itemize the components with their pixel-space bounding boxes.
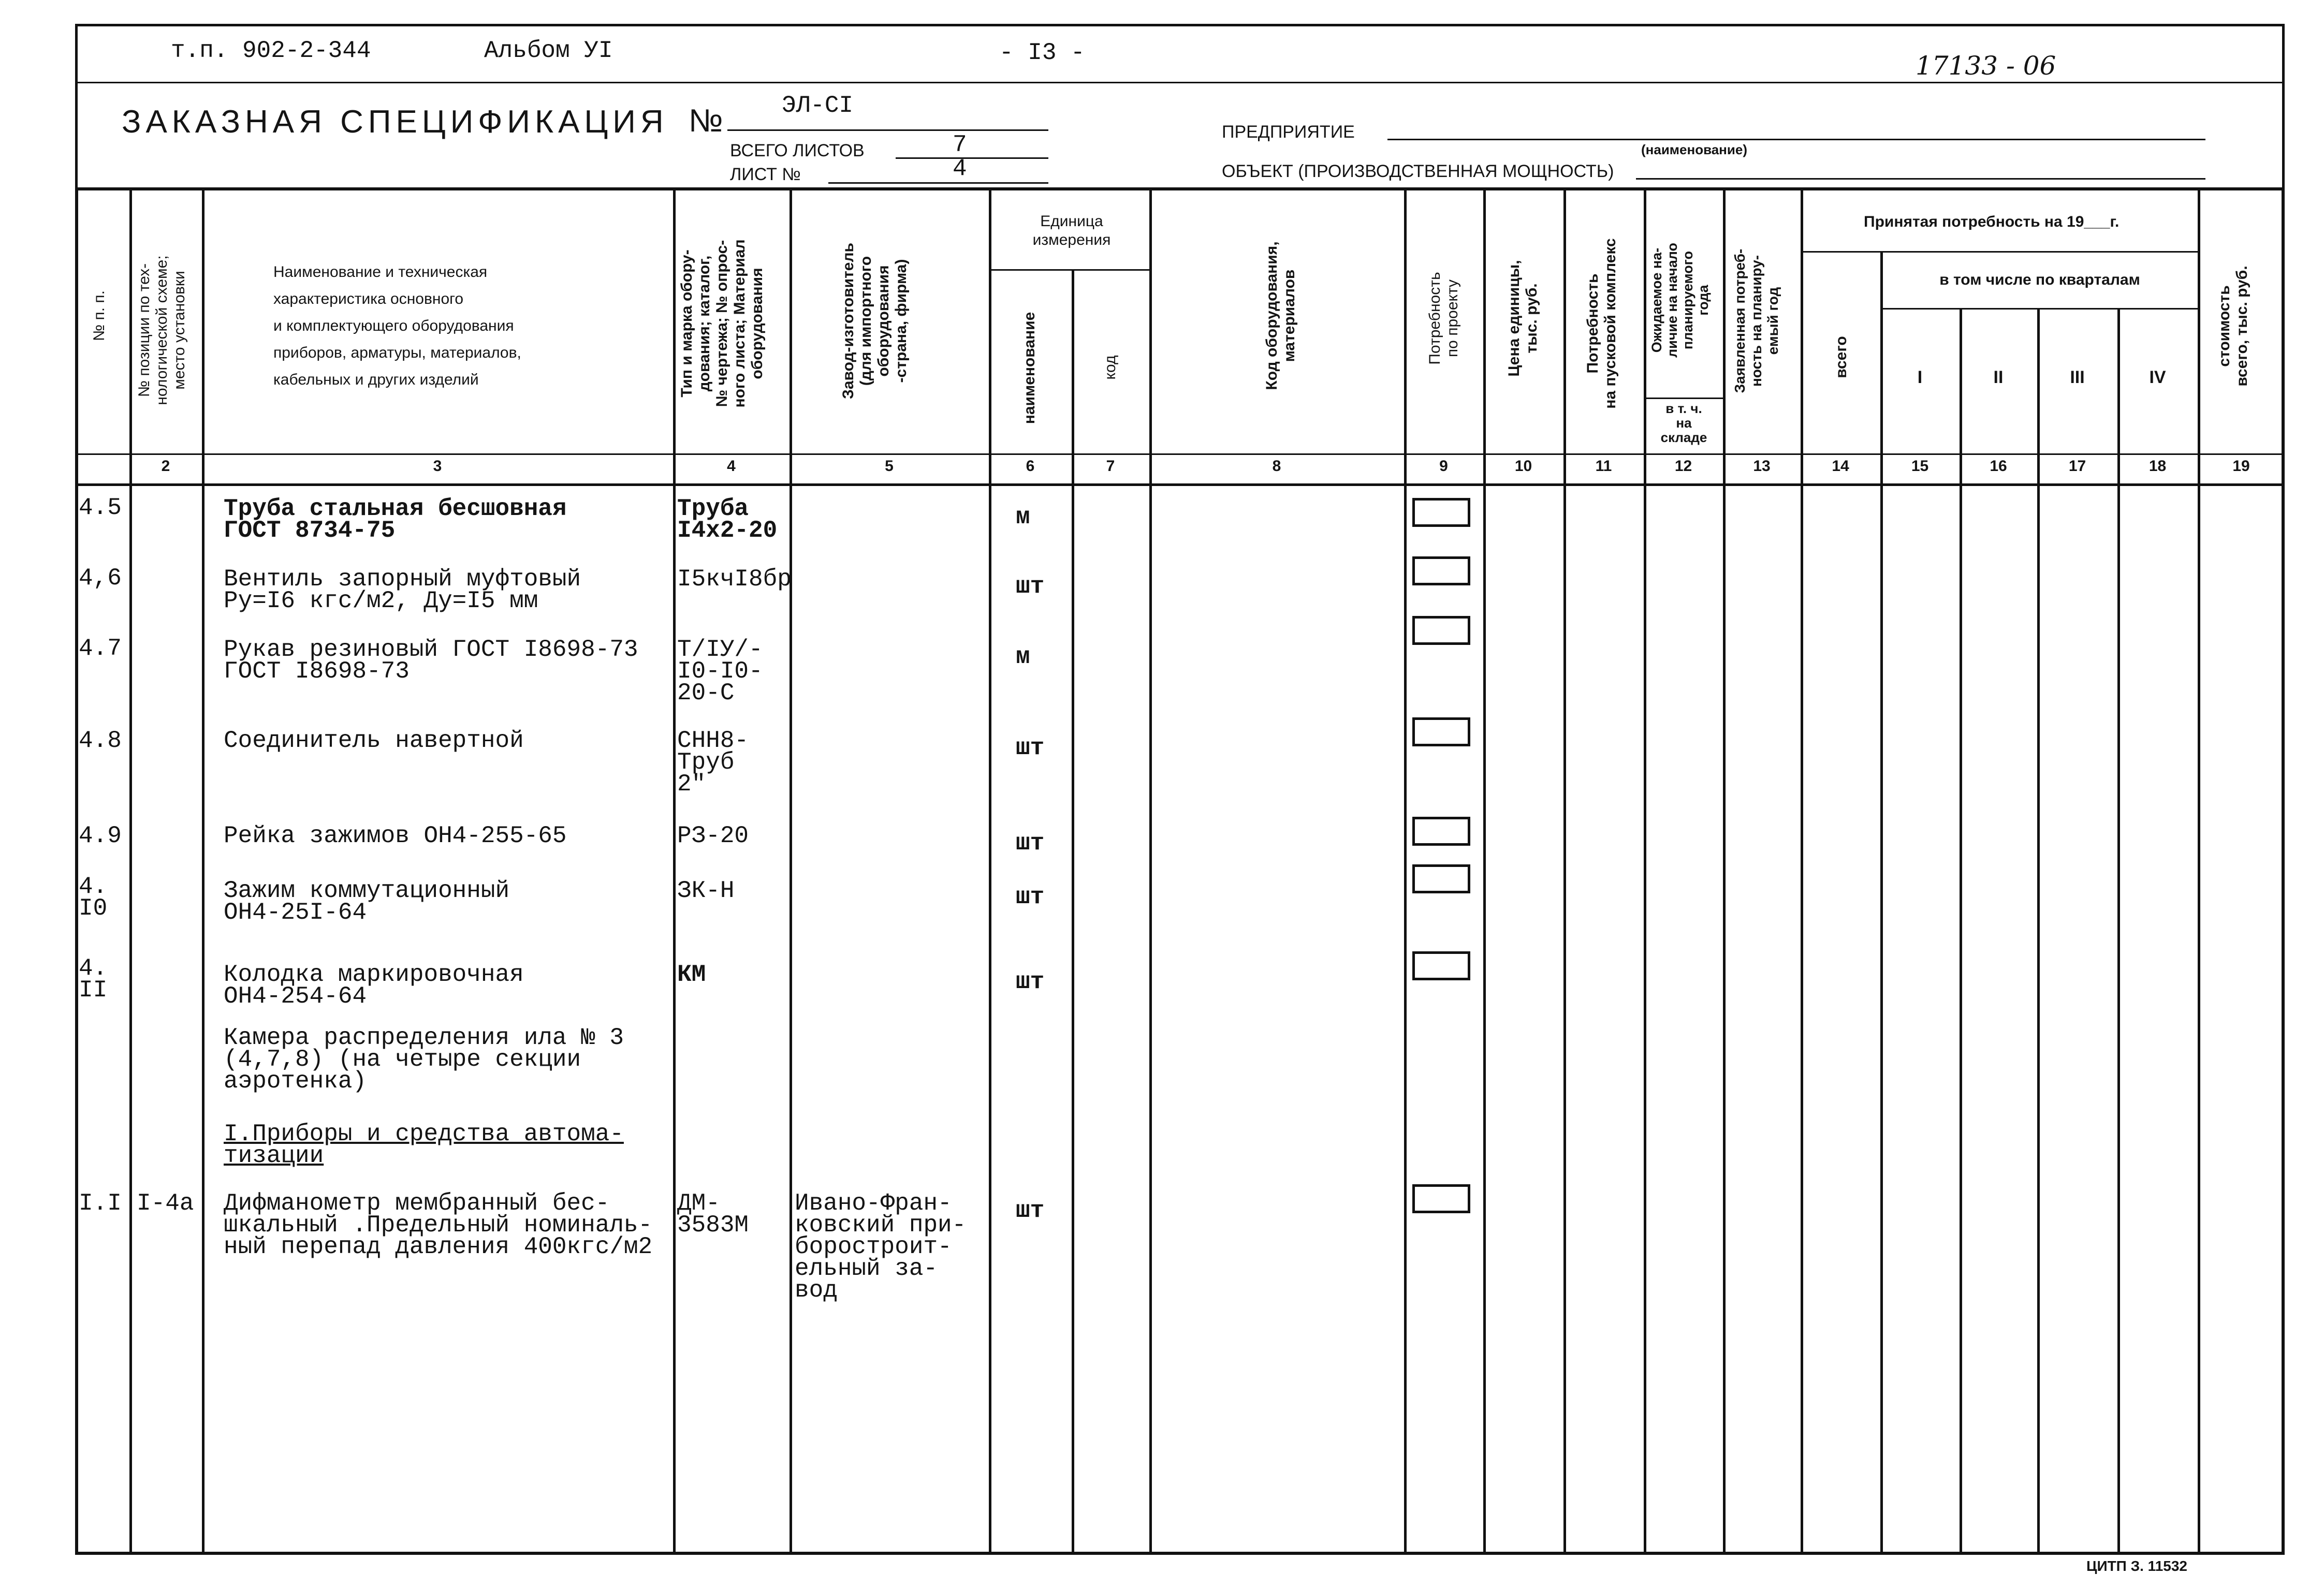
column-numbers-bottom-line bbox=[75, 483, 2285, 486]
col-line bbox=[1723, 187, 1726, 1555]
album-label: Альбом УI bbox=[484, 37, 613, 64]
col-line bbox=[1149, 187, 1152, 1555]
col-line bbox=[1483, 187, 1486, 1555]
column-number: 16 bbox=[1990, 458, 2007, 475]
top-border bbox=[75, 24, 2285, 26]
header-c8: Код оборудования, материалов bbox=[1263, 241, 1298, 390]
col-line bbox=[1644, 187, 1646, 1555]
sheet-label: ЛИСТ № bbox=[730, 165, 801, 184]
col-line bbox=[129, 187, 132, 1555]
row-number: 4.9 bbox=[79, 822, 122, 849]
row-type: Труба I4х2-20 bbox=[677, 495, 778, 544]
row-name: Колодка маркировочная ОН4-254-64 bbox=[224, 961, 524, 1010]
page-number: - I3 - bbox=[999, 39, 1085, 66]
row-name: Рукав резиновый ГОСТ I8698-73 ГОСТ I8698-73 bbox=[224, 636, 638, 685]
quantity-box bbox=[1412, 498, 1470, 527]
row-number: 4.5 bbox=[79, 494, 122, 521]
row-name: Зажим коммутационный ОН4-25I-64 bbox=[224, 877, 510, 926]
header-c19: стоимость всего, тыс. руб. bbox=[2216, 266, 2250, 387]
c12-sub-line bbox=[1644, 398, 1723, 399]
total-sheets-label: ВСЕГО ЛИСТОВ bbox=[730, 141, 865, 160]
header-c2: № позиции по тех- нологической схеме; место установки bbox=[136, 255, 188, 405]
row-unit: шт bbox=[1016, 968, 1045, 995]
header-q4: IV bbox=[2149, 367, 2166, 387]
header-c13: Заявленная потреб- ность на планиру- емый год bbox=[1732, 248, 1781, 393]
column-number: 8 bbox=[1272, 458, 1281, 475]
row-name: Соединитель навертной bbox=[224, 727, 524, 754]
column-number: 13 bbox=[1753, 458, 1771, 475]
row-unit: шт bbox=[1016, 573, 1045, 600]
column-number: 14 bbox=[1832, 458, 1849, 475]
header-c4: Тип и марка обору- дования; каталог, № чертежа; № опрос- ного листа; Материал оборудования bbox=[678, 239, 766, 408]
col-line bbox=[989, 187, 991, 1555]
sheet-value: 4 bbox=[953, 155, 967, 182]
spec-number-label: № bbox=[689, 103, 723, 139]
row-name: Вентиль запорный муфтовый Ру=I6 кгс/м2, Ду=I5 мм bbox=[224, 566, 581, 614]
row-maker: Ивано-Фран- ковский при- боростроит- ельный за- вод bbox=[795, 1190, 967, 1304]
header-c3: Наименование и техническая характеристика основного и комплектующего оборудования приборов, арматуры, материалов, кабельных и других изделий bbox=[273, 263, 521, 388]
col-line bbox=[790, 187, 792, 1555]
right-border-top bbox=[2282, 24, 2285, 187]
left-border-top bbox=[75, 24, 78, 187]
column-number: 19 bbox=[2232, 458, 2250, 475]
row-unit: шт bbox=[1016, 884, 1045, 910]
col-line bbox=[1801, 187, 1803, 1555]
sheet-underline bbox=[828, 182, 1048, 184]
total-sheets-underline bbox=[896, 157, 1048, 159]
column-number: 5 bbox=[885, 458, 894, 475]
row-unit: шт bbox=[1016, 734, 1045, 761]
header-c11: Потребность на пусковой комплекс bbox=[1584, 238, 1619, 409]
col-line bbox=[1563, 187, 1566, 1555]
column-number: 12 bbox=[1674, 458, 1692, 475]
row-unit: шт bbox=[1016, 830, 1045, 857]
column-number: 9 bbox=[1439, 458, 1448, 475]
quantity-box bbox=[1412, 717, 1470, 746]
accepted-group-line bbox=[1801, 251, 2198, 253]
row-type: ЗК-Н bbox=[677, 877, 735, 904]
header-divider bbox=[75, 82, 2285, 83]
col-line bbox=[202, 187, 204, 1555]
unit-group-line bbox=[989, 269, 1149, 271]
object-underline bbox=[1636, 178, 2205, 180]
spec-title: ЗАКАЗНАЯ СПЕЦИФИКАЦИЯ bbox=[122, 104, 668, 140]
quantity-box bbox=[1412, 817, 1470, 846]
header-c5: Завод-изготовитель (для импортного оборудования -страна, фирма) bbox=[840, 243, 910, 399]
header-c1: № п. п. bbox=[91, 290, 108, 342]
header-c6: наименование bbox=[1021, 312, 1038, 424]
quantity-box bbox=[1412, 951, 1470, 980]
col-line bbox=[673, 187, 676, 1555]
row-type: РЗ-20 bbox=[677, 822, 749, 849]
header-c9: Потребность по проекту bbox=[1426, 272, 1461, 365]
row-type: I5кчI8бр bbox=[677, 566, 792, 593]
row-position: I-4а bbox=[137, 1190, 194, 1217]
header-accepted-group: Принятая потребность на 19___г. bbox=[1864, 213, 2120, 230]
column-number: 18 bbox=[2148, 458, 2167, 475]
naming-note: (наименование) bbox=[1641, 142, 1747, 157]
header-c12-sub: в т. ч. на складе bbox=[1660, 401, 1707, 445]
row-number: 4.7 bbox=[79, 635, 122, 662]
quarters-group-line bbox=[1880, 308, 2198, 310]
header-c12: Ожидаемое на- личие на начало планируемого года bbox=[1649, 243, 1711, 358]
spec-number-value: ЭЛ-СI bbox=[782, 92, 854, 119]
enterprise-label: ПРЕДПРИЯТИЕ bbox=[1222, 122, 1355, 142]
column-number: 6 bbox=[1026, 458, 1035, 475]
quantity-box bbox=[1412, 1184, 1470, 1213]
column-number: 7 bbox=[1106, 458, 1115, 475]
footer-stamp: ЦИТП З. 11532 bbox=[2086, 1558, 2188, 1574]
col-line bbox=[2198, 187, 2200, 1555]
header-quarters-group: в том числе по кварталам bbox=[1939, 271, 2140, 288]
header-c10: Цена единицы, тыс. руб. bbox=[1506, 260, 1540, 377]
row-type: ДМ- 3583М bbox=[677, 1190, 749, 1239]
row-number: I.I bbox=[79, 1190, 122, 1217]
column-number: 3 bbox=[433, 458, 442, 475]
header-c7: код bbox=[1102, 355, 1119, 380]
enterprise-underline bbox=[1387, 139, 2205, 140]
quantity-box bbox=[1412, 556, 1470, 585]
header-bottom-line bbox=[75, 453, 2285, 455]
col-line bbox=[1880, 251, 1883, 1555]
row-type: Т/IУ/- I0-I0- 20-С bbox=[677, 636, 763, 707]
header-unit-group: Единица измерения bbox=[1032, 213, 1111, 248]
row-number: 4.8 bbox=[79, 727, 122, 754]
col-line bbox=[1404, 187, 1407, 1555]
column-number: 17 bbox=[2068, 458, 2086, 475]
row-number: 4,6 bbox=[79, 565, 122, 592]
row-unit: м bbox=[1016, 504, 1030, 531]
object-label: ОБЪЕКТ (ПРОИЗВОДСТВЕННАЯ МОЩНОСТЬ) bbox=[1222, 161, 1614, 181]
col-line bbox=[1960, 308, 1962, 1555]
quantity-box bbox=[1412, 864, 1470, 893]
column-number: 11 bbox=[1595, 458, 1612, 475]
column-number: 15 bbox=[1911, 458, 1929, 475]
column-number: 2 bbox=[161, 458, 170, 475]
quantity-box bbox=[1412, 616, 1470, 645]
row-number: 4. I0 bbox=[79, 873, 108, 922]
row-name: Труба стальная бесшовная ГОСТ 8734-75 bbox=[224, 495, 567, 544]
spec-number-underline bbox=[727, 129, 1048, 131]
section-heading: Камера распределения ила № 3 (4,7,8) (на четыре секции аэротенка) bbox=[224, 1024, 624, 1095]
col-line bbox=[2117, 308, 2120, 1555]
row-type: СНН8- Труб 2" bbox=[677, 727, 749, 798]
row-unit: шт bbox=[1016, 1197, 1045, 1224]
handwritten-code: 17133 - 06 bbox=[1916, 51, 2056, 81]
header-q1: I bbox=[1917, 367, 1923, 387]
series-code: т.п. 902-2-344 bbox=[171, 37, 371, 64]
row-type: КМ bbox=[677, 961, 706, 988]
subsection-heading: I.Приборы и средства автома- тизации bbox=[224, 1121, 624, 1169]
header-q3: III bbox=[2070, 367, 2085, 387]
row-name: Рейка зажимов ОН4-255-65 bbox=[224, 822, 567, 849]
total-sheets-value: 7 bbox=[953, 131, 967, 158]
row-name: Дифманометр мембранный бес- шкальный .Предельный номиналь- ный перепад давления 400кгс/м2 bbox=[224, 1190, 653, 1260]
row-unit: м bbox=[1016, 643, 1030, 670]
row-number: 4. II bbox=[79, 955, 108, 1004]
header-q2: II bbox=[1993, 367, 2004, 387]
col-line bbox=[2037, 308, 2040, 1555]
header-c14: всего bbox=[1833, 336, 1850, 378]
column-number: 10 bbox=[1514, 458, 1532, 475]
column-number: 4 bbox=[727, 458, 736, 475]
